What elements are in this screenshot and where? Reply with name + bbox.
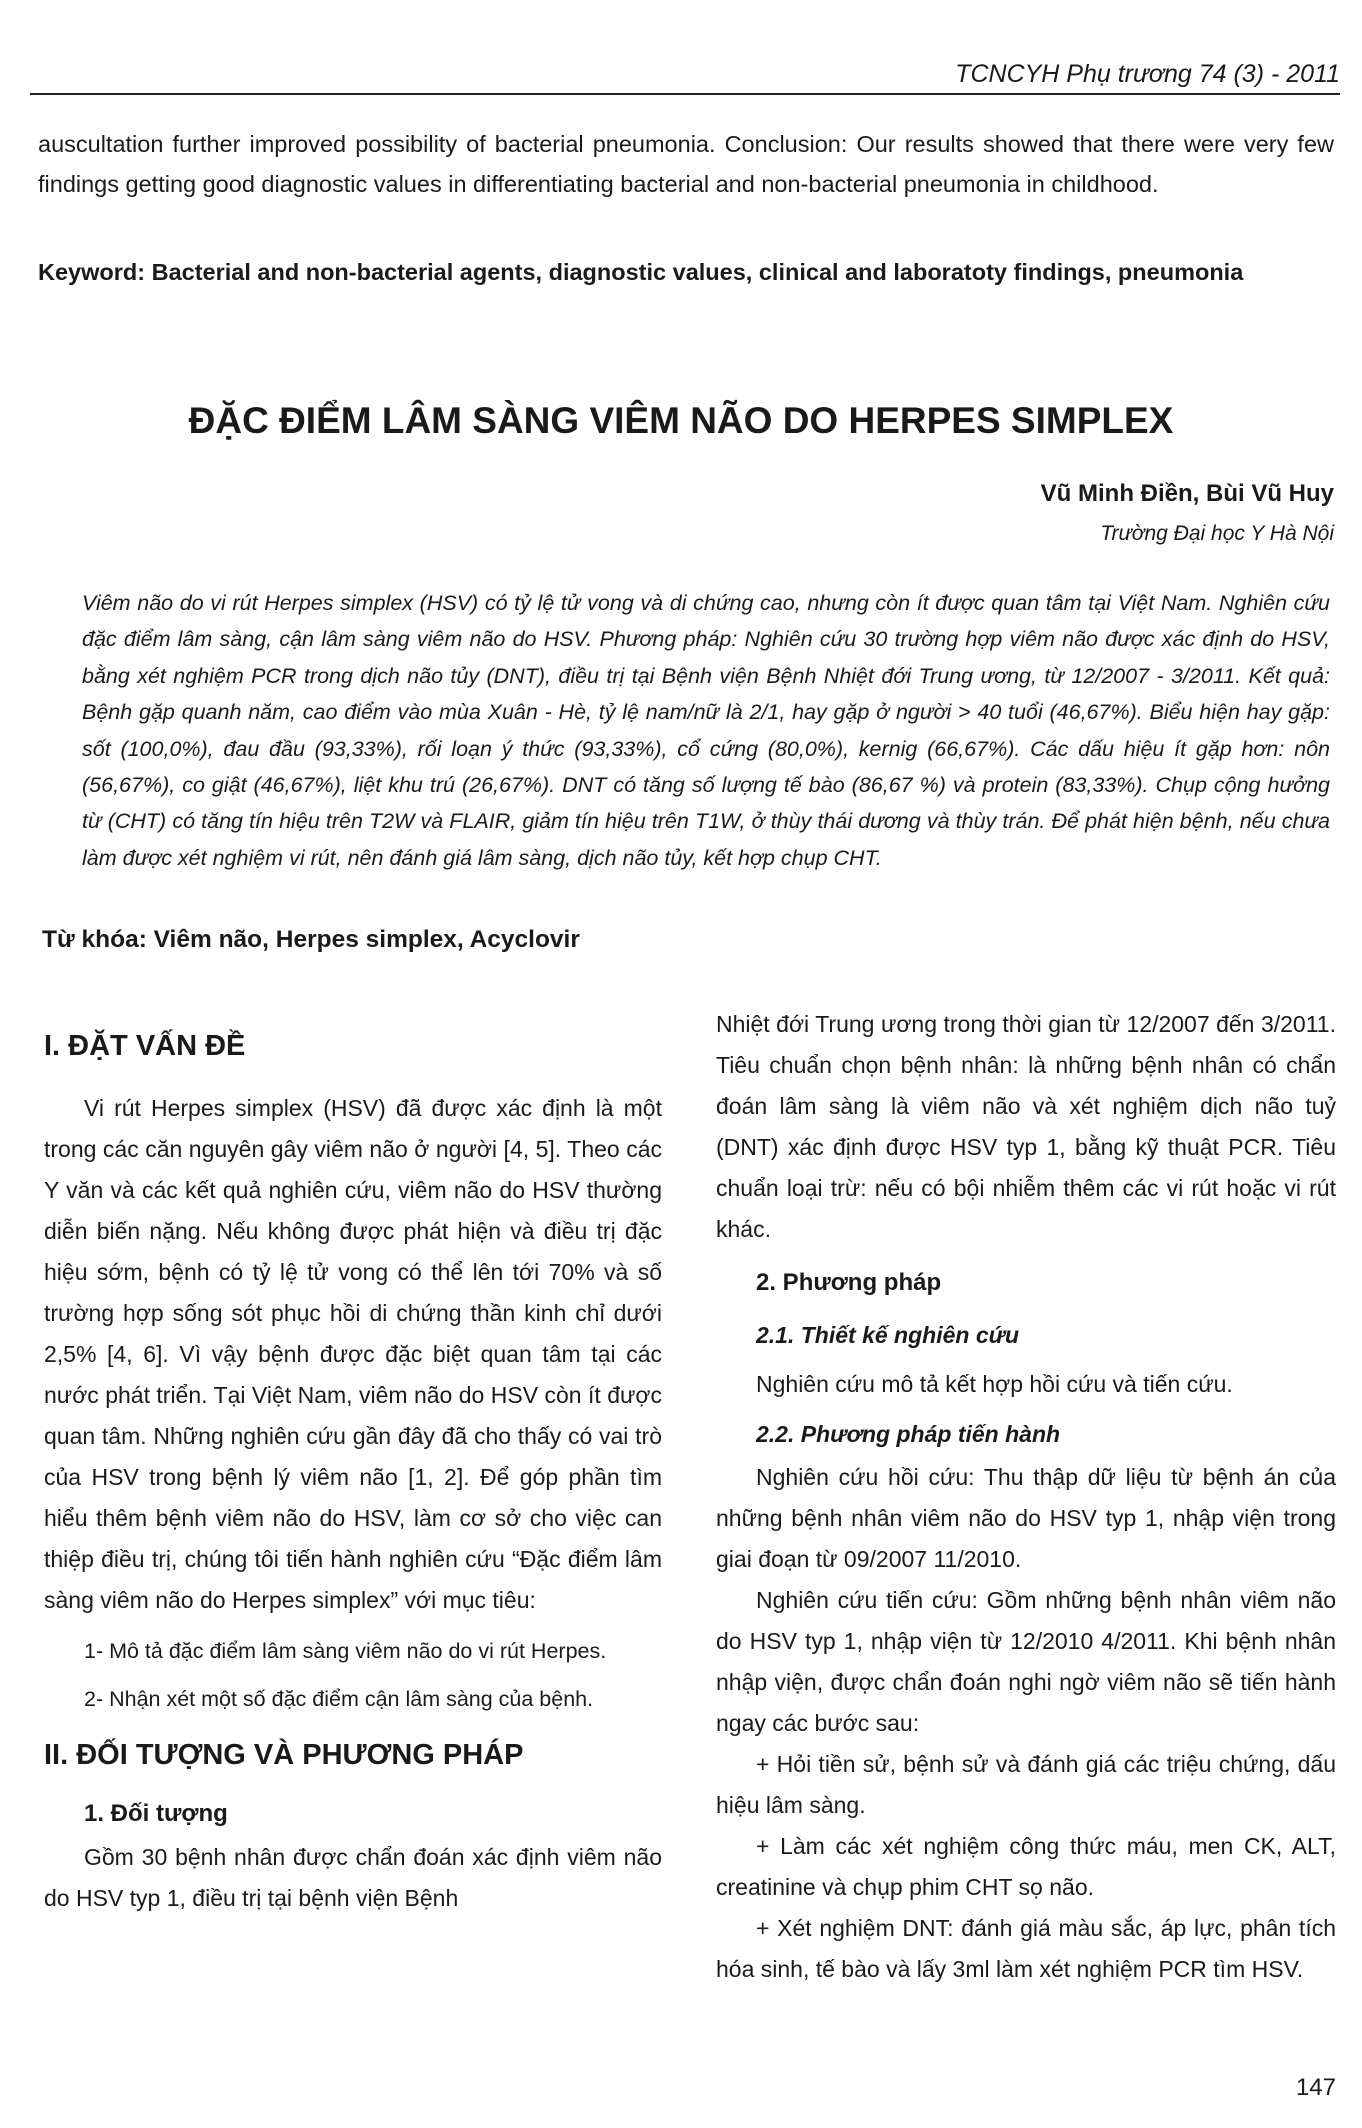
article-authors: Vũ Minh Điền, Bùi Vũ Huy	[1040, 480, 1334, 507]
procedure-step-3: + Xét nghiệm DNT: đánh giá màu sắc, áp lực, phân tích hóa sinh, tế bào và lấy 3ml làm xét nghiệm PCR tìm HSV.	[716, 1915, 1336, 1982]
previous-abstract-continuation: auscultation further improved possibility of bacterial pneumonia. Conclusion: Our results showed that there were very few findings getting good diagnostic values in differentiating bacterial and non-bacterial pneumonia in childhood.	[38, 131, 1334, 197]
subjects-paragraph-continued: Nhiệt đới Trung ương trong thời gian từ 12/2007 đến 3/2011. Tiêu chuẩn chọn bệnh nhân: là những bệnh nhân có chẩn đoán lâm sàng là viêm não và xét nghiệm dịch não tuỷ (DNT) xác định được HSV typ 1, bằng kỹ thuật PCR. Tiêu chuẩn loại trừ: nếu có bội nhiễm thêm các vi rút hoặc vi rút khác.	[716, 1011, 1336, 1242]
journal-header: TCNCYH Phụ trương 74 (3) - 2011	[30, 60, 1340, 95]
prospective-paragraph: Nghiên cứu tiến cứu: Gồm những bệnh nhân viêm não do HSV typ 1, nhập viện từ 12/2010 4/2011. Khi bệnh nhân nhập viện, được chẩn đoán nghi ngờ viêm não sẽ tiến hành ngay các bước sau:	[716, 1587, 1336, 1736]
subheading-methods: 2. Phương pháp	[756, 1269, 942, 1296]
article-abstract: Viêm não do vi rút Herpes simplex (HSV) có tỷ lệ tử vong và di chứng cao, nhưng còn ít được quan tâm tại Việt Nam. Nghiên cứu đặc điểm lâm sàng, cận lâm sàng viêm não do HSV. Phương pháp: Nghiên cứu 30 trường hợp viêm não được xác định do HSV, bằng xét nghiệm PCR trong dịch não tủy (DNT), điều trị tại Bệnh viện Bệnh Nhiệt đới Trung ương, từ 12/2007 - 3/2011. Kết quả: Bệnh gặp quanh năm, cao điểm vào mùa Xuân - Hè, tỷ lệ nam/nữ là 2/1, hay gặp ở người > 40 tuổi (46,67%). Biểu hiện hay gặp: sốt (100,0%), đau đầu (93,33%), rối loạn ý thức (93,33%), cổ cứng (80,0%), kernig (66,67%). Các dấu hiệu ít gặp hơn: nôn (56,67%), co giật (46,67%), liệt khu trú (26,67%). DNT có tăng số lượng tế bào (86,67 %) và protein (83,33%). Chụp cộng hưởng từ (CHT) có tăng tín hiệu trên T2W và FLAIR, giảm tín hiệu trên T1W, ở thùy thái dương và thùy trán. Để phát hiện bệnh, nếu chưa làm được xét nghiệm vi rút, nên đánh giá lâm sàng, dịch não tủy, kết hợp chụp CHT.	[82, 591, 1330, 870]
subheading-study-design: 2.1. Thiết kế nghiên cứu	[756, 1322, 1020, 1348]
subjects-paragraph: Gồm 30 bệnh nhân được chẩn đoán xác định viêm não do HSV typ 1, điều trị tại bệnh viện Bệnh	[44, 1844, 662, 1911]
previous-keywords: Keyword: Bacterial and non-bacterial agents, diagnostic values, clinical and laboratoty findings, pneumonia	[38, 259, 1244, 285]
objective-1: 1- Mô tả đặc điểm lâm sàng viêm não do vi rút Herpes.	[84, 1639, 607, 1663]
procedure-step-2: + Làm các xét nghiệm công thức máu, men CK, ALT, creatinine và chụp phim CHT sọ não.	[716, 1833, 1336, 1900]
right-column	[716, 1004, 1336, 1990]
introduction-paragraph: Vi rút Herpes simplex (HSV) đã được xác định là một trong các căn nguyên gây viêm não ở người [4, 5]. Theo các Y văn và các kết quả nghiên cứu, viêm não do HSV thường diễn biến nặng. Nếu không được phát hiện và điều trị đặc hiệu sớm, bệnh có tỷ lệ tử vong có thể lên tới 70% và số trường hợp sống sót phục hồi di chứng thần kinh chỉ dưới 2,5% [4, 6]. Vì vậy bệnh được đặc biệt quan tâm tại các nước phát triển. Tại Việt Nam, viêm não do HSV còn ít được quan tâm. Những nghiên cứu gần đây đã cho thấy có vai trò của HSV trong bệnh lý viêm não [1, 2]. Để góp phần tìm hiểu thêm bệnh viêm não do HSV, làm cơ sở cho việc can thiệp điều trị, chúng tôi tiến hành nghiên cứu “Đặc điểm lâm sàng viêm não do Herpes simplex” với mục tiêu:	[44, 1095, 662, 1613]
section-heading-methods: II. ĐỐI TƯỢNG VÀ PHƯƠNG PHÁP	[44, 1739, 524, 1771]
subheading-subjects: 1. Đối tượng	[84, 1800, 228, 1827]
article-title: ĐẶC ĐIỂM LÂM SÀNG VIÊM NÃO DO HERPES SIMPLEX	[188, 400, 1174, 441]
retrospective-paragraph: Nghiên cứu hồi cứu: Thu thập dữ liệu từ bệnh án của những bệnh nhân viêm não do HSV typ 1, nhập viện trong giai đoạn từ 09/2007 11/2010.	[716, 1464, 1336, 1572]
procedure-step-1: + Hỏi tiền sử, bệnh sử và đánh giá các triệu chứng, dấu hiệu lâm sàng.	[716, 1751, 1336, 1818]
article-affiliation: Trường Đại học Y Hà Nội	[1100, 522, 1334, 545]
left-column	[44, 1030, 662, 1919]
subheading-procedure: 2.2. Phương pháp tiến hành	[756, 1421, 1061, 1447]
article-keywords: Từ khóa: Viêm não, Herpes simplex, Acyclovir	[42, 926, 580, 953]
objective-2: 2- Nhận xét một số đặc điểm cận lâm sàng của bệnh.	[84, 1687, 594, 1711]
study-design-paragraph: Nghiên cứu mô tả kết hợp hồi cứu và tiến cứu.	[756, 1371, 1233, 1397]
page-number: 147	[1295, 2074, 1336, 2101]
section-heading-introduction: I. ĐẶT VẤN ĐỀ	[44, 1030, 246, 1062]
